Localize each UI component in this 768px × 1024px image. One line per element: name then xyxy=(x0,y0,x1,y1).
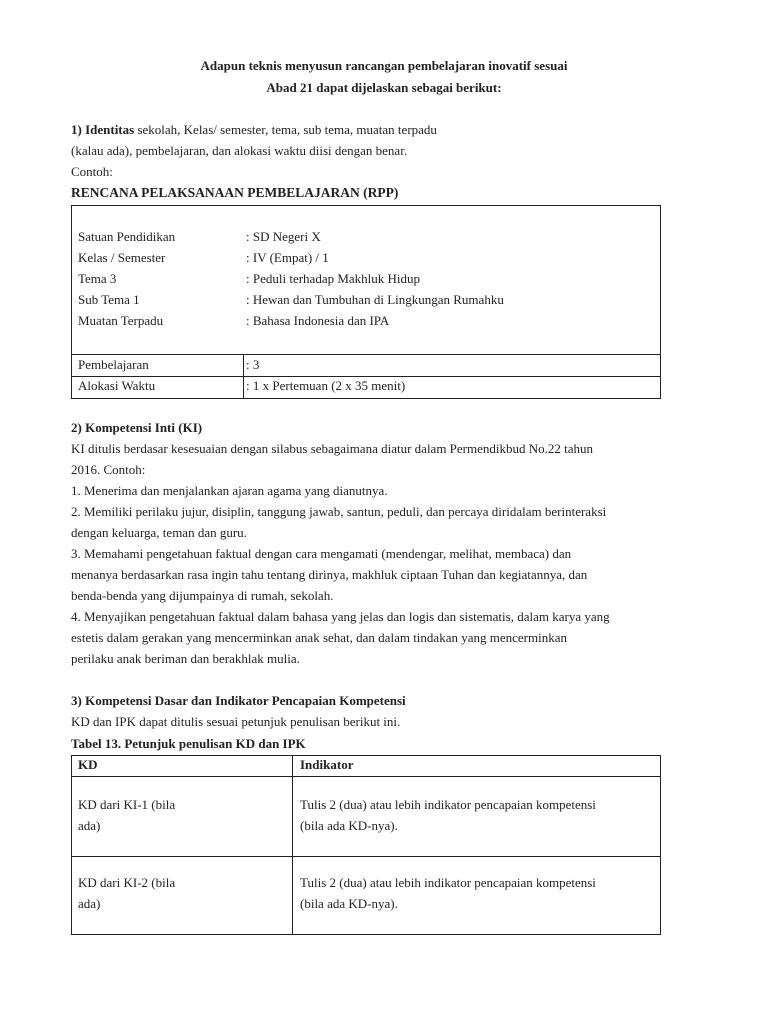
indikator-cell-line: (bila ada KD-nya). xyxy=(300,896,398,911)
section2-line: 4. Menyajikan pengetahuan faktual dalam bahasa yang jelas dan logis dan sistematis, dalam karya yang xyxy=(71,609,610,624)
section1-line-2: (kalau ada), pembelajaran, dan alokasi waktu diisi dengan benar. xyxy=(71,143,408,158)
kd-cell-line: KD dari KI-2 (bila xyxy=(78,875,176,890)
pembelajaran-value: : 3 xyxy=(246,357,260,372)
identity-value: : Peduli terhadap Makhluk Hidup xyxy=(246,271,421,286)
title-line-2: Abad 21 dapat dijelaskan sebagai berikut: xyxy=(266,80,502,95)
kd-header: KD xyxy=(78,757,98,772)
section2-line: menanya berdasarkan rasa ingin tahu tentang dirinya, makhluk ciptaan Tuhan dan kegiatannya, dan xyxy=(71,567,588,582)
kd-cell-line: ada) xyxy=(78,896,101,911)
kd-cell-line: ada) xyxy=(78,818,101,833)
section2-line: KI ditulis berdasar kesesuaian dengan silabus sebagaimana diatur dalam Permendikbud No.22 tahun xyxy=(71,441,594,456)
section2-line: dengan keluarga, teman dan guru. xyxy=(71,525,247,540)
title-line-1: Adapun teknis menyusun rancangan pembelajaran inovatif sesuai xyxy=(200,58,568,73)
identity-label: Muatan Terpadu xyxy=(78,313,164,328)
kd-table-header-divider xyxy=(71,776,661,777)
section2-line: perilaku anak beriman dan berakhlak mulia. xyxy=(71,651,300,666)
rpp-title: RENCANA PELAKSANAAN PEMBELAJARAN (RPP) xyxy=(71,185,399,200)
alokasi-value: : 1 x Pertemuan (2 x 35 menit) xyxy=(246,378,406,393)
identity-value: : SD Negeri X xyxy=(246,229,321,244)
section1-heading-bold: 1) Identitas xyxy=(71,122,135,137)
section3-heading: 3) Kompetensi Dasar dan Indikator Pencapaian Kompetensi xyxy=(71,693,406,708)
indikator-cell-line: (bila ada KD-nya). xyxy=(300,818,398,833)
kd-cell-line: KD dari KI-1 (bila xyxy=(78,797,176,812)
section2-heading: 2) Kompetensi Inti (KI) xyxy=(71,420,203,435)
section2-line: 3. Memahami pengetahuan faktual dengan cara mengamati (mendengar, melihat, membaca) dan xyxy=(71,546,572,561)
pembelajaran-label: Pembelajaran xyxy=(78,357,149,372)
kd-table-column-divider xyxy=(292,755,293,935)
identity-label: Tema 3 xyxy=(78,271,117,286)
table-caption: Tabel 13. Petunjuk penulisan KD dan IPK xyxy=(71,736,306,751)
kd-table-row-divider xyxy=(71,856,661,857)
section3-intro: KD dan IPK dapat ditulis sesuai petunjuk penulisan berikut ini. xyxy=(71,714,401,729)
identity-value: : IV (Empat) / 1 xyxy=(246,250,329,265)
identity-label: Satuan Pendidikan xyxy=(78,229,176,244)
alokasi-label: Alokasi Waktu xyxy=(78,378,156,393)
identity-table-divider-1 xyxy=(71,354,661,355)
identity-value: : Hewan dan Tumbuhan di Lingkungan Rumahku xyxy=(246,292,504,307)
section2-line: estetis dalam gerakan yang mencerminkan anak sehat, dan dalam tindakan yang mencerminkan xyxy=(71,630,567,645)
indikator-cell-line: Tulis 2 (dua) atau lebih indikator pencapaian kompetensi xyxy=(300,875,596,890)
section2-line: benda-benda yang dijumpainya di rumah, sekolah. xyxy=(71,588,334,603)
section1-heading xyxy=(71,119,437,140)
contoh-label: Contoh: xyxy=(71,164,113,179)
identity-label: Sub Tema 1 xyxy=(78,292,140,307)
identity-value: : Bahasa Indonesia dan IPA xyxy=(246,313,390,328)
indikator-header: Indikator xyxy=(300,757,354,772)
identity-label: Kelas / Semester xyxy=(78,250,166,265)
indikator-cell-line: Tulis 2 (dua) atau lebih indikator pencapaian kompetensi xyxy=(300,797,596,812)
section1-heading-rest: sekolah, Kelas/ semester, tema, sub tema, muatan terpadu xyxy=(134,122,437,137)
section2-line: 1. Menerima dan menjalankan ajaran agama yang dianutnya. xyxy=(71,483,388,498)
identity-table-column-divider xyxy=(243,354,244,399)
section2-line: 2. Memiliki perilaku jujur, disiplin, tanggung jawab, santun, peduli, dan percaya diridalam berinteraksi xyxy=(71,504,607,519)
section2-line: 2016. Contoh: xyxy=(71,462,146,477)
